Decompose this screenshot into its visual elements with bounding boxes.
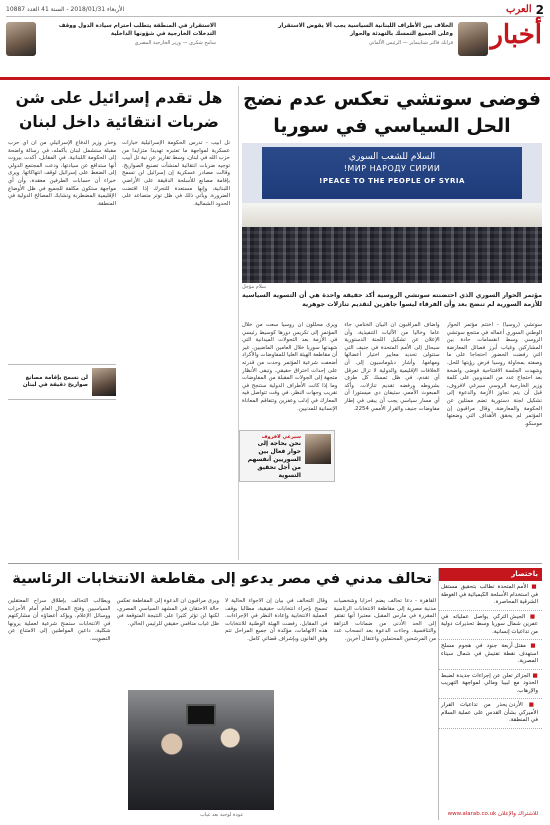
phone-icon bbox=[186, 704, 216, 726]
brief-text: الجزائر تعلن عن إجراءات جديدة لضبط الحدود مع ليبيا ومالي لمواجهة التهريب والإرهاب. bbox=[441, 672, 538, 694]
conference-banner bbox=[262, 147, 522, 199]
briefs-footer[interactable]: للاشتراك والإعلان www.alarab.co.uk bbox=[447, 811, 538, 817]
briefs-box bbox=[438, 568, 542, 820]
sidebox-name: سيرغي لافروف bbox=[261, 434, 301, 440]
quote-text: الاستقرار في المنطقة يتطلب احترام سيادة الدول ووقف التدخلات الخارجية في شؤونها الداخلية bbox=[58, 23, 216, 37]
masthead bbox=[0, 0, 550, 80]
photo-caption: عودة لوجبة بعد غياب bbox=[200, 812, 244, 818]
article-column: وحذر وزير الدفاع الإسرائيلي من أن أي حرب مقبلة ستشمل لبنان بأكمله، في رسالة واضحة إلى الحكومة اللبنانية. في المقابل، أكدت بيروت أنها ستدافع عن سيادتها، ودعت المجتمع الدولي إلى الضغط على إسرائيل لوقف انتهاكاتها. ويرى خبراء أن حسابات الطرفين معقدة، وأن أي مواجهة ستكون مكلفة للجميع في ظل الأوضاع الإقليمية المضطربة وتشابك المصالح الدولية في المنطقة. bbox=[8, 140, 116, 207]
article-column: ويطالب التحالف بإطلاق سراح المعتقلين السياسيين وفتح المجال العام أمام الأحزاب ووسائل الإعلام. ويؤكد أعضاؤه أن مشاركتهم في الانتخابات ستمنح شرعية لعملية يرونها شكلية، داعين المواطنين إلى الامتناع عن التصويت. bbox=[8, 598, 111, 642]
left-body bbox=[8, 140, 230, 560]
column-divider bbox=[238, 86, 239, 560]
brief-text: الأردن يحذر من تداعيات القرار الأميركي بشأن القدس على عملية السلام في المنطقة. bbox=[441, 702, 538, 723]
photo-caption: سلام مؤجل bbox=[242, 284, 266, 290]
newspaper-logo: العرب bbox=[506, 4, 532, 15]
portrait-photo bbox=[458, 22, 488, 56]
brief-text: مقتل أربعة جنود في هجوم مسلح استهدف نقطة تفتيش في شمال سيناء المصرية. bbox=[441, 643, 538, 664]
brief-item: ■ الجيش التركي يواصل عملياته في عفرين شمال سوريا وسط تحذيرات دولية من تداعيات إنسانية. bbox=[439, 611, 542, 641]
quote-sidebox bbox=[239, 430, 335, 482]
brief-item: ■ الأمم المتحدة تطالب بتحقيق مستقل في استخدام الأسلحة الكيميائية في الغوطة الشرقية المحاصرة. bbox=[439, 581, 542, 611]
main-photo bbox=[242, 143, 542, 283]
quote-role: وزير الخارجية المصري bbox=[134, 40, 181, 46]
pull-quote-text: لن نسمح بإقامة مصانع صواريخ دقيقة في لبنان bbox=[22, 374, 88, 388]
quote-role: الرئيس الألماني bbox=[368, 40, 402, 46]
section-divider bbox=[8, 563, 542, 564]
sidebox-quote: نحن بحاجة إلى حوار فعال بين السوريين أنفسهم من أجل تحقيق التسوية bbox=[247, 440, 301, 479]
page-number: 2 bbox=[535, 2, 544, 17]
portrait-photo bbox=[6, 22, 36, 56]
brief-text: الأمم المتحدة تطالب بتحقيق مستقل في استخدام الأسلحة الكيميائية في الغوطة الشرقية المحاصرة. bbox=[441, 584, 538, 605]
article-column: وقال التحالف في بيان إن الأجواء الحالية لا تسمح بإجراء انتخابات حقيقية، مطالبا بوقف العملية الانتخابية وإعادة النظر في الإجراءات. في المقابل، رفضت الهيئة الوطنية للانتخابات هذه الاتهامات، مؤكدة أن جميع المراحل تتم وفق القانون وبإشراف قضائي كامل. bbox=[225, 598, 328, 642]
article-column: وأضاف المراقبون أن البيان الختامي جاء عاما وخاليا من الآليات التنفيذية، وأن الإعلان عن تشكيل اللجنة الدستورية سيحال إلى الأمم المتحدة في جنيف التي ستتولى تحديد معايير اختيار أعضائها ومهامها. وأشار دبلوماسيون إلى أن الخلافات الإقليمية والدولية لا تزال تعرقل أي تقدم، في ظل تمسك كل طرف بشروطه ورفضه تقديم تنازلات. وأكد المبعوث الأممي ستيفان دي ميستورا أن أي مسار سياسي يجب أن يبقى في إطار مفاوضات جنيف والقرار الأممي 2254. bbox=[344, 322, 440, 412]
conference-stage bbox=[242, 203, 542, 227]
bottom-headline: تحالف مدني في مصر يدعو إلى مقاطعة الانتخابات الرئاسية bbox=[12, 571, 432, 587]
brand bbox=[506, 3, 544, 17]
portrait-photo bbox=[305, 434, 331, 464]
quote-block-2: الاستقرار في المنطقة يتطلب احترام سيادة الدول ووقف التدخلات الخارجية في شؤونها الداخلية سامح شكري — وزير الخارجية المصري bbox=[6, 22, 216, 56]
article-column: القاهرة - دعا تحالف يضم أحزابا وشخصيات مدنية مصرية إلى مقاطعة الانتخابات الرئاسية المقررة في مارس المقبل، معتبرا أنها تفتقر إلى الحد الأدنى من ضمانات النزاهة والتنافسية. وجاءت الدعوة بعد انسحاب عدد من المرشحين المحتملين واعتقال آخرين. bbox=[333, 598, 436, 642]
section-title: أخبار bbox=[490, 20, 542, 50]
quote-author: سامح شكري bbox=[189, 40, 216, 46]
quote-text: الخلاف بين الأطراف اللبنانية السياسية يجب ألا يقوض الاستقرار وعلى الجميع التمسك بالتهدئة والحوار bbox=[278, 23, 453, 37]
article-column: تل أبيب - تدرس الحكومة الإسرائيلية خيارات عسكرية لمواجهة ما تعتبره تهديدا متزايدا من حزب الله في لبنان، وسط تقارير عن نية تل أبيب توجيه ضربات انتقائية لمنشآت تصنيع الصواريخ. وقالت مصادر عسكرية إن إسرائيل لن تسمح بإقامة مصانع للأسلحة الدقيقة على الأراضي اللبنانية، وإنها مستعدة للتحرك إذا اقتضت الضرورة. ويأتي ذلك في ظل توتر متصاعد على الحدود الشمالية. bbox=[122, 140, 230, 207]
banner-russian: МИР НАРОДУ СИРИИ! bbox=[343, 164, 441, 173]
main-lede: مؤتمر الحوار السوري الذي احتضنته سوتشي الروسية أكد حقيقة واحدة هي أن التسوية السياسية للأزمة السورية لم تنضج بعد وأن الفرقاء ليسوا جاهزين لتقديم تنازلات جوهرية bbox=[242, 292, 542, 308]
article-column: ويرى محللون أن روسيا سعت من خلال المؤتمر إلى تكريس دورها كوسيط رئيسي في الأزمة بعد التحولات الميدانية التي شهدتها سوريا خلال العامين الماضيين. غير أن مقاطعة الهيئة العليا للمفاوضات والأكراد أضعفت شرعية المؤتمر وحدت من قدرته على إحداث اختراق حقيقي. وتبقى الأنظار متجهة إلى الجولات المقبلة من المفاوضات وما إذا كانت الأطراف الدولية ستنجح في تقريب وجهات النظر، في وقت تتواصل فيه المعارك في إدلب وعفرين وتتفاقم المعاناة الإنسانية للمدنيين. bbox=[242, 322, 338, 412]
article-column: سوتشي (روسيا) - اختتم مؤتمر الحوار الوطني السوري أعماله في منتجع سوتشي الروسي وسط انقسامات حادة بين المشاركين وغياب أبرز فصائل المعارضة التي رفضت الحضور احتجاجا على ما وصفته بمحاولة روسيا فرض رؤيتها للحل. وشهدت الجلسة الافتتاحية فوضى واضحة بعد احتجاج عدد من المندوبين على كلمة وزير الخارجية الروسي سيرغي لافروف، قبل أن يتم تجاوز الأزمة والدعوة إلى تشكيل لجنة دستورية تضم ممثلين عن الحكومة والمعارضة. وقال مراقبون إن المؤتمر لم يحقق الأهداف التي وضعتها موسكو. bbox=[446, 322, 542, 427]
portrait-photo bbox=[92, 368, 116, 396]
audience-crowd bbox=[242, 227, 542, 283]
banner-arabic: السلام للشعب السوري bbox=[348, 152, 436, 162]
issue-line: الأربعاء 2018/01/31 - السنة 41 العدد 10887 bbox=[6, 6, 125, 13]
left-headline: هل تقدم إسرائيل على شن ضربات انتقائية داخل لبنان bbox=[15, 89, 223, 131]
brief-item: ■ الأردن يحذر من تداعيات القرار الأميركي بشأن القدس على عملية السلام في المنطقة. bbox=[439, 699, 542, 729]
brief-item: ■ مقتل أربعة جنود في هجوم مسلح استهدف نقطة تفتيش في شمال سيناء المصرية. bbox=[439, 640, 542, 670]
briefs-title: باختصار bbox=[439, 568, 542, 581]
bottom-photo bbox=[128, 690, 274, 810]
banner-english: PEACE TO THE PEOPLE OF SYRIA! bbox=[319, 177, 465, 185]
article-column: ويرى مراقبون أن الدعوة إلى المقاطعة تعكس حالة الاحتقان في المشهد السياسي المصري، لكنها لن تؤثر كثيرا على النتيجة المتوقعة في ظل غياب منافس حقيقي للرئيس الحالي. bbox=[116, 598, 219, 627]
brief-item: ■ الجزائر تعلن عن إجراءات جديدة لضبط الحدود مع ليبيا ومالي لمواجهة التهريب والإرهاب. bbox=[439, 670, 542, 700]
top-bar bbox=[6, 3, 544, 17]
quote-author: فرانك فالتر شتاينماير bbox=[409, 40, 453, 46]
brief-text: الجيش التركي يواصل عملياته في عفرين شمال سوريا وسط تحذيرات دولية من تداعيات إنسانية. bbox=[441, 613, 538, 635]
pull-quote bbox=[8, 364, 116, 400]
quote-block-1: الخلاف بين الأطراف اللبنانية السياسية يجب ألا يقوض الاستقرار وعلى الجميع التمسك بالتهدئة والحوار فرانك فالتر شتاينماير — الرئيس الألماني bbox=[278, 22, 488, 56]
main-headline: فوضى سوتشي تعكس عدم نضج الحل السياسي في سوريا bbox=[243, 88, 541, 137]
